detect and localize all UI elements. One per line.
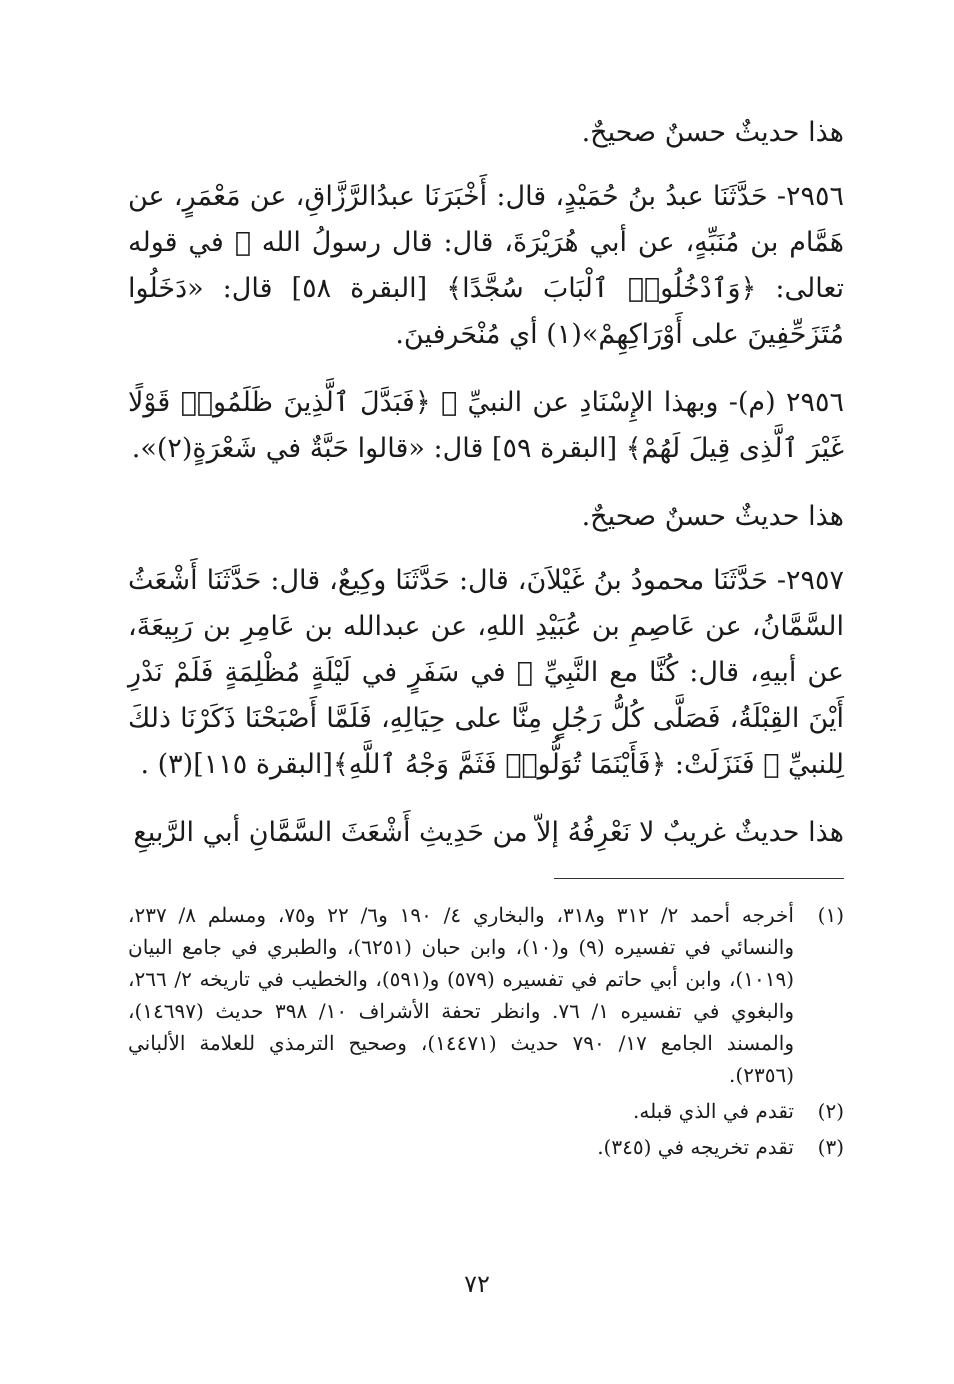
footnote-number: (٣) bbox=[817, 1135, 844, 1159]
hadith-grade: هذا حديثٌ حسنٌ صحيحٌ. bbox=[581, 501, 844, 532]
footnote-text: تقدم في الذي قبله. bbox=[633, 1099, 794, 1123]
hadith-grade: هذا حديثٌ حسنٌ صحيحٌ. bbox=[581, 117, 844, 148]
footnotes bbox=[128, 899, 844, 1163]
footnote-separator bbox=[554, 878, 844, 879]
footnote bbox=[128, 1131, 844, 1163]
footnote bbox=[128, 899, 844, 1091]
footnote-text: أخرجه أحمد ٢/ ٣١٢ و٣١٨، والبخاري ٤/ ١٩٠ و٦/ ٢٢ و٧٥، ومسلم ٨/ ٢٣٧، والنسائي في تفسيره (٩) و(١٠)، وابن حبان (٦٢٥١)، والطبري في جامع البيان (١٠١٩)، وابن أبي حاتم في تفسيره (٥٧٩) و(٥٩١)، والخطيب في تاريخه ٢/ ٢٦٦، والبغوي في تفسيره ١/ ٧٦. وانظر تحفة الأشراف ١٠/ ٣٩٨ حديث (١٤٦٩٧)، والمسند الجامع ١٧/ ٧٩٠ حديث (١٤٤٧١)، وصحيح الترمذي للعلامة الألباني (٢٣٥٦). bbox=[128, 903, 794, 1087]
footnote-text: تقدم تخريجه في (٣٤٥). bbox=[597, 1135, 794, 1159]
footnote bbox=[128, 1095, 844, 1127]
footnote-number: (٢) bbox=[817, 1099, 844, 1123]
hadith-paragraph: ٢٩٥٦ (م)- وبهذا الإِسْنَادِ عن النبيِّ ﷺ ﴿فَبَدَّلَ ٱلَّذِينَ ظَلَمُوا۟ قَوْلًا غَيْرَ ٱلَّذِى قِيلَ لَهُمْ﴾ [البقرة ٥٩] قال: «قالوا حَبَّةٌ في شَعْرَةٍ(٢)». bbox=[128, 387, 844, 464]
page-body bbox=[128, 110, 844, 1167]
footnote-number: (١) bbox=[817, 903, 844, 927]
hadith-paragraph: ٢٩٥٧- حَدَّثَنَا محمودُ بنُ غَيْلاَنَ، قال: حَدَّثَنَا وكِيعٌ، قال: حَدَّثَنَا أَشْعَثُ السَّمَّانُ، عن عَاصِمِ بن عُبَيْدِ اللهِ، عن عبدالله بن عَامِرِ بن رَبِيعَةَ، عن أبيهِ، قال: كُنَّا مع النَّبِيِّ ﷺ في سَفَرٍ في لَيْلَةٍ مُظْلِمَةٍ فَلَمْ نَدْرِ أَيْنَ القِبْلَةُ، فَصَلَّى كُلُّ رَجُلٍ مِنَّا على حِيَالِهِ، فَلَمَّا أَصْبَحْنَا ذَكَرْنَا ذلكَ لِلنبيِّ ﷺ فَنَزَلَتْ: ﴿فَأَيْنَمَا تُوَلُّوا۟ فَثَمَّ وَجْهُ ٱللَّهِ﴾[البقرة ١١٥](٣) . bbox=[128, 565, 844, 780]
page-number: ٧٢ bbox=[464, 1270, 490, 1298]
hadith-grade: هذا حديثٌ غريبٌ لا نَعْرِفُهُ إلاّ من حَدِيثِ أَشْعَثَ السَّمَّانِ أبي الرَّبيعِ bbox=[133, 817, 844, 848]
hadith-paragraph: ٢٩٥٦- حَدَّثَنَا عبدُ بنُ حُمَيْدٍ، قال: أَخْبَرَنَا عبدُالرَّزَّاقِ، عن مَعْمَرٍ، عن هَمَّام بن مُنَبِّهٍ، عن أبي هُرَيْرَةَ، قال: قال رسولُ الله ﷺ في قوله تعالى: ﴿وَٱدْخُلُوا۟ ٱلْبَابَ سُجَّدًا﴾ [البقرة ٥٨] قال: «دَخَلُوا مُتَزَحِّفِينَ على أَوْرَاكِهِمْ»(١) أي مُنْحَرفينَ. bbox=[128, 181, 844, 350]
main-text bbox=[128, 110, 844, 856]
